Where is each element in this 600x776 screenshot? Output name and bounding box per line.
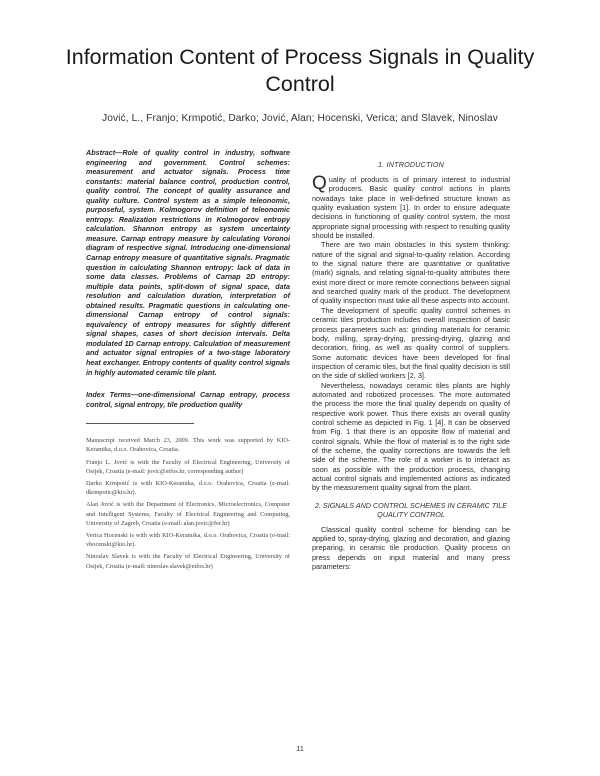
intro-paragraph-2: There are two main obstacles in this system thinking: nature of the signal and signal-to-quality relation. According to the signal nature there are quantitative or qualitative (mark) signals, and relating signal-to-quality attributes there exist more direct or more remote connections between signal and searched quality mark of the product. The development of quality inspection must take all these aspects into account. bbox=[312, 240, 510, 306]
footnote-author-5: Ninoslav Slavek is with the Faculty of Electrical Engineering, University of Osijek, Croatia (e-mail: ninoslav.slavek@etfos.hr) bbox=[86, 553, 290, 570]
page-number: 11 bbox=[296, 744, 304, 753]
footnote-author-1: Franjo L. Jović is with the Faculty of Electrical Engineering, University of Osijek, Croatia (e-mail: jovic@etfos.hr, corresponding author) bbox=[86, 458, 290, 475]
intro-paragraph-1 bbox=[312, 175, 510, 240]
section-heading-introduction: 1. INTRODUCTION bbox=[377, 160, 445, 169]
section-heading-signals: 2. SIGNALS AND CONTROL SCHEMES IN CERAMIC TILE QUALITY CONTROL bbox=[314, 500, 508, 520]
intro-paragraph-3: The development of specific quality control schemes in ceramic tiles production includes overall inspection of basic process parameters such as: grinding materials for ceramic body, milling, spray-drying, pressing-drying, glazing and decoration, firing, as well as quality control of suppliers. Some automatic devices have been developed for final inspection of ceramic tiles, but the final quality decision is still on the side of skilled workers [2, 3]. bbox=[312, 305, 510, 381]
footnote-author-3: Alan Jović is with the Department of Electronics, Microelectronics, Computer and Intelligent Systems, Faculty of Electrical Engineering and Computing, University of Zagreb, Croatia (e-mail: alan.jovic@fer.hr) bbox=[86, 501, 290, 527]
index-terms: Index Terms—one-dimensional Carnap entropy, process control, signal entropy, tile production quality bbox=[86, 390, 290, 409]
intro-paragraph-1-text: uality of products is of primary interest to industrial producers. Basic quality control actions in plants nowadays take place in well-defined structure known as quality evaluation system [1]. In order to ensure adequate decisions in functioning of quality control system, the most appropriate signal processing with respect to resulting quality should be installed. bbox=[312, 175, 510, 241]
abstract: Abstract—Role of quality control in industry, software engineering and government. Control schemes: measurement and actuator signals. Process time constants: material balance control, production control, quality control. The concept of quality assurance and quality culture. Control system as a simple teleonomic, purposeful, system. Kolmogorov definition of teleonomic entropy. Realization restrictions in Kolmogorov entropy calculation. Shannon entropy as system uncertainty measure. Carnap entropy measure by calculating Voronoi diagram of respective signal. Introducing one-dimensional Carnap entropy measure of quantitative signals. Pragmatic question in calculating Shannon entropy: lack of data in some data classes. Problems of Carnap 2D entropy: multiple data points, split-down of signal space, data resolution and calculation duration, interpretation of obtained results. Pragmatic questions in calculating one-dimensional Carnap entropy of control signals: equivalency of entropy measures for slightly different signal shapes, cases of short decision intervals. Delta modulated 1D Carnap entropy. Calculation of measurement and actuator signal entropies of a two-stage laboratory heat exchanger. Entropy contents of quality control signals in highly automated ceramic tile plant. bbox=[86, 148, 290, 377]
right-column bbox=[312, 160, 510, 571]
author-list: Jović, L., Franjo; Krmpotić, Darko; Jović, Alan; Hocenski, Verica; and Slavek, Ninoslav bbox=[102, 113, 498, 124]
intro-paragraph-4: Nevertheless, nowadays ceramic tiles plants are highly automated and robotized processes. The more automated the process the more the final quality depends on quality of respective work power. Thus there exists an overall quality control scheme as depicted in Fig. 1 [4]. It can be observed from Fig. 1 that there is an opposite flow of material and control signals. While the flow of material is to the right side of the scheme, the quality corrections are towards the left side of the scheme. The role of a worker is to interact as soon as possible with the production process, changing actual control signals and implemented actions as indicated by the measurement quality signal from the plant. bbox=[312, 380, 510, 493]
footnote-author-2: Darko Krmpotić is with KIO-Keramika, d.o.o. Orahovica, Croatia (e-mail: dkrmpotic@kio.hr). bbox=[86, 480, 290, 497]
section2-paragraph-1: Classical quality control scheme for blending can be applied to, spray-drying, glazing and decoration, and glazing preparing, in ceramic tile production. Quality process on press depends on input material and many press parameters: bbox=[312, 524, 510, 572]
footnote-divider bbox=[86, 423, 194, 424]
footnote-manuscript: Manuscript received March 23, 2009. This work was supported by KIO-Keramika, d.o.o. Orahovica, Croatia. bbox=[86, 437, 290, 454]
footnote-author-4: Verica Hocenski is with with KIO-Keramika, d.o.o. Orahovica, Croatia (e-mail: vhocenski@kio.hr). bbox=[86, 532, 290, 549]
paper-title: Information Content of Process Signals in Quality Control bbox=[65, 45, 535, 96]
left-column bbox=[86, 148, 290, 571]
drop-cap: Q bbox=[312, 173, 327, 194]
